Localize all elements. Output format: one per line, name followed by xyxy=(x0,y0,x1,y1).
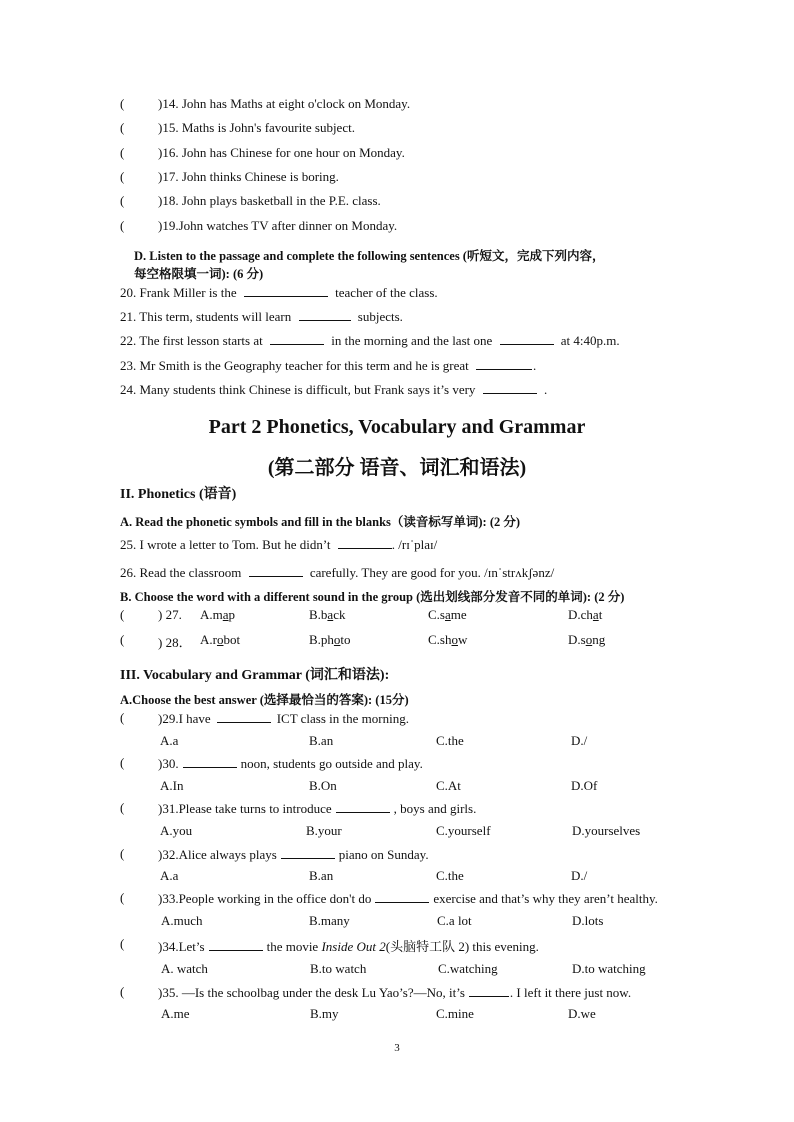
tf-item-14: )14. John has Maths at eight o'clock on Monday. xyxy=(158,96,411,111)
q28-paren[interactable]: ( xyxy=(120,632,125,647)
q26-blank[interactable] xyxy=(249,564,303,577)
q29-blank[interactable] xyxy=(217,710,271,723)
q28-number: ) 28． xyxy=(158,635,192,650)
q33-option-c[interactable]: C.a lot xyxy=(437,913,472,928)
q22-text-a: 22. The first lesson starts at xyxy=(120,333,263,348)
q25-text-a: 25. I wrote a letter to Tom. But he didn’t xyxy=(120,537,331,552)
q31-stem: )31.Please take turns to introduce , boys and girls. xyxy=(158,801,477,816)
q35-option-a[interactable]: A.me xyxy=(161,1006,190,1021)
q31-option-a[interactable]: A.you xyxy=(160,823,193,838)
q22-blank-1[interactable] xyxy=(270,332,324,345)
q32-option-b[interactable]: B.an xyxy=(309,868,334,883)
question-26 xyxy=(120,564,554,581)
q35-blank[interactable] xyxy=(469,984,509,997)
tf-item-16: )16. John has Chinese for one hour on Monday. xyxy=(158,145,405,160)
q30-paren[interactable]: ( xyxy=(120,755,125,770)
question-23 xyxy=(120,357,536,374)
q34-option-a[interactable]: A. watch xyxy=(161,961,208,976)
tf-paren[interactable]: ( xyxy=(120,145,125,160)
question-20 xyxy=(120,284,438,301)
q29-option-c[interactable]: C.the xyxy=(436,733,464,748)
q34-blank[interactable] xyxy=(209,938,263,951)
q23-text-a: 23. Mr Smith is the Geography teacher for this term and he is great xyxy=(120,358,469,373)
q30-stem: )30. noon, students go outside and play. xyxy=(158,756,423,771)
q30-option-d[interactable]: D.Of xyxy=(571,778,598,793)
q29-stem: )29.I have ICT class in the morning. xyxy=(158,711,409,726)
tf-item-19: )19.John watches TV after dinner on Monday. xyxy=(158,218,398,233)
q31-option-d[interactable]: D.yourselves xyxy=(572,823,641,838)
q30-blank[interactable] xyxy=(183,755,237,768)
q23-text-b: . xyxy=(533,358,537,373)
q34-stem: )34.Let’s the movie Inside Out 2(头脑特工队 2) this evening. xyxy=(158,939,539,954)
q31-option-c[interactable]: C.yourself xyxy=(436,823,491,838)
tf-paren[interactable]: ( xyxy=(120,169,125,184)
q24-text-b: . xyxy=(543,382,548,397)
phonetics-heading: II. Phonetics (语音) xyxy=(120,487,237,502)
q29-paren[interactable]: ( xyxy=(120,710,125,725)
q33-blank[interactable] xyxy=(375,890,429,903)
q27-option-a[interactable]: A.map xyxy=(200,607,236,622)
q34-option-c[interactable]: C.watching xyxy=(438,961,498,976)
q34-option-d[interactable]: D.to watching xyxy=(572,961,646,976)
q24-blank[interactable] xyxy=(483,381,537,394)
q21-text-a: 21. This term, students will learn xyxy=(120,309,292,324)
question-22 xyxy=(120,332,620,349)
q31-blank[interactable] xyxy=(336,800,390,813)
q35-option-b[interactable]: B.my xyxy=(310,1006,339,1021)
q21-blank[interactable] xyxy=(299,308,351,321)
tf-paren[interactable]: ( xyxy=(120,120,125,135)
q25-blank[interactable] xyxy=(338,536,392,549)
q35-option-c[interactable]: C.mine xyxy=(436,1006,474,1021)
question-21 xyxy=(120,308,403,325)
q22-text-b: in the morning and the last one xyxy=(331,333,493,348)
q32-option-c[interactable]: C.the xyxy=(436,868,464,883)
q28-option-d[interactable]: D.song xyxy=(568,632,606,647)
tf-item-17: )17. John thinks Chinese is boring. xyxy=(158,169,339,184)
q24-text-a: 24. Many students think Chinese is difficult, but Frank says it’s very xyxy=(120,382,476,397)
q33-option-b[interactable]: B.many xyxy=(309,913,350,928)
q28-option-b[interactable]: B.photo xyxy=(309,632,351,647)
page-number: 3 xyxy=(394,1042,400,1054)
vocab-a-heading: A.Choose the best answer (选择最恰当的答案): (15分) xyxy=(120,693,409,707)
q27-option-c[interactable]: C.same xyxy=(428,607,467,622)
q30-option-b[interactable]: B.On xyxy=(309,778,337,793)
q30-option-a[interactable]: A.In xyxy=(160,778,184,793)
q22-blank-2[interactable] xyxy=(500,332,554,345)
q27-option-d[interactable]: D.chat xyxy=(568,607,603,622)
q26-text-b: carefully. They are good for you. /ɪnˈstrʌkʃənz/ xyxy=(309,565,555,580)
tf-paren[interactable]: ( xyxy=(120,218,125,233)
q33-stem: )33.People working in the office don't do exercise and that’s why they aren’t healthy. xyxy=(158,891,658,906)
q33-option-d[interactable]: D.lots xyxy=(572,913,604,928)
tf-item-18: )18. John plays basketball in the P.E. class. xyxy=(158,193,381,208)
section-d-heading: D. Listen to the passage and complete the following sentences (听短文，完成下列内容， xyxy=(134,249,605,263)
vocab-heading: III. Vocabulary and Grammar (词汇和语法): xyxy=(120,668,390,683)
question-24 xyxy=(120,381,547,398)
q28-option-c[interactable]: C.show xyxy=(428,632,468,647)
q32-blank[interactable] xyxy=(281,846,335,859)
q35-paren[interactable]: ( xyxy=(120,984,125,999)
q35-option-d[interactable]: D.we xyxy=(568,1006,596,1021)
part2-subtitle: (第二部分 语音、词汇和语法) xyxy=(267,457,527,479)
q29-option-a[interactable]: A.a xyxy=(160,733,179,748)
q34-paren[interactable]: ( xyxy=(120,936,125,951)
part2-title: Part 2 Phonetics, Vocabulary and Grammar xyxy=(208,416,586,438)
q21-text-b: subjects. xyxy=(357,309,403,324)
q27-number: ) 27. xyxy=(158,607,182,622)
q32-stem: )32.Alice always plays piano on Sunday. xyxy=(158,847,429,862)
phonetics-b-heading: B. Choose the word with a different sound in the group (选出划线部分发音不同的单词): (2 分) xyxy=(120,590,625,604)
tf-item-15: )15. Maths is John's favourite subject. xyxy=(158,120,355,135)
q31-option-b[interactable]: B.your xyxy=(306,823,342,838)
q20-blank[interactable] xyxy=(244,284,328,297)
question-25 xyxy=(120,536,437,553)
q31-paren[interactable]: ( xyxy=(120,800,125,815)
q30-option-c[interactable]: C.At xyxy=(436,778,461,793)
q25-text-b: . /rɪˈplaɪ/ xyxy=(391,537,438,552)
q32-paren[interactable]: ( xyxy=(120,846,125,861)
q20-text-a: 20. Frank Miller is the xyxy=(120,285,237,300)
q34-option-b[interactable]: B.to watch xyxy=(310,961,367,976)
q27-option-b[interactable]: B.back xyxy=(309,607,346,622)
q35-stem: )35. —Is the schoolbag under the desk Lu Yao’s?—No, it’s . I left it there just now. xyxy=(158,985,632,1000)
q26-text-a: 26. Read the classroom xyxy=(120,565,242,580)
q29-option-d[interactable]: D./ xyxy=(571,733,588,748)
q27-paren[interactable]: ( xyxy=(120,607,125,622)
q33-paren[interactable]: ( xyxy=(120,890,125,905)
q29-option-b[interactable]: B.an xyxy=(309,733,334,748)
q22-text-c: at 4:40p.m. xyxy=(560,333,620,348)
q32-option-d[interactable]: D./ xyxy=(571,868,588,883)
q23-blank[interactable] xyxy=(476,357,532,370)
q28-option-a[interactable]: A.robot xyxy=(200,632,241,647)
section-d-heading-cont: 每空格限填一词): (6 分) xyxy=(134,267,264,281)
q20-text-b: teacher of the class. xyxy=(335,285,438,300)
q33-option-a[interactable]: A.much xyxy=(161,913,203,928)
tf-paren[interactable]: ( xyxy=(120,193,125,208)
q32-option-a[interactable]: A.a xyxy=(160,868,179,883)
phonetics-a-heading: A. Read the phonetic symbols and fill in the blanks（读音标写单词): (2 分) xyxy=(120,515,521,529)
tf-paren[interactable]: ( xyxy=(120,96,125,111)
